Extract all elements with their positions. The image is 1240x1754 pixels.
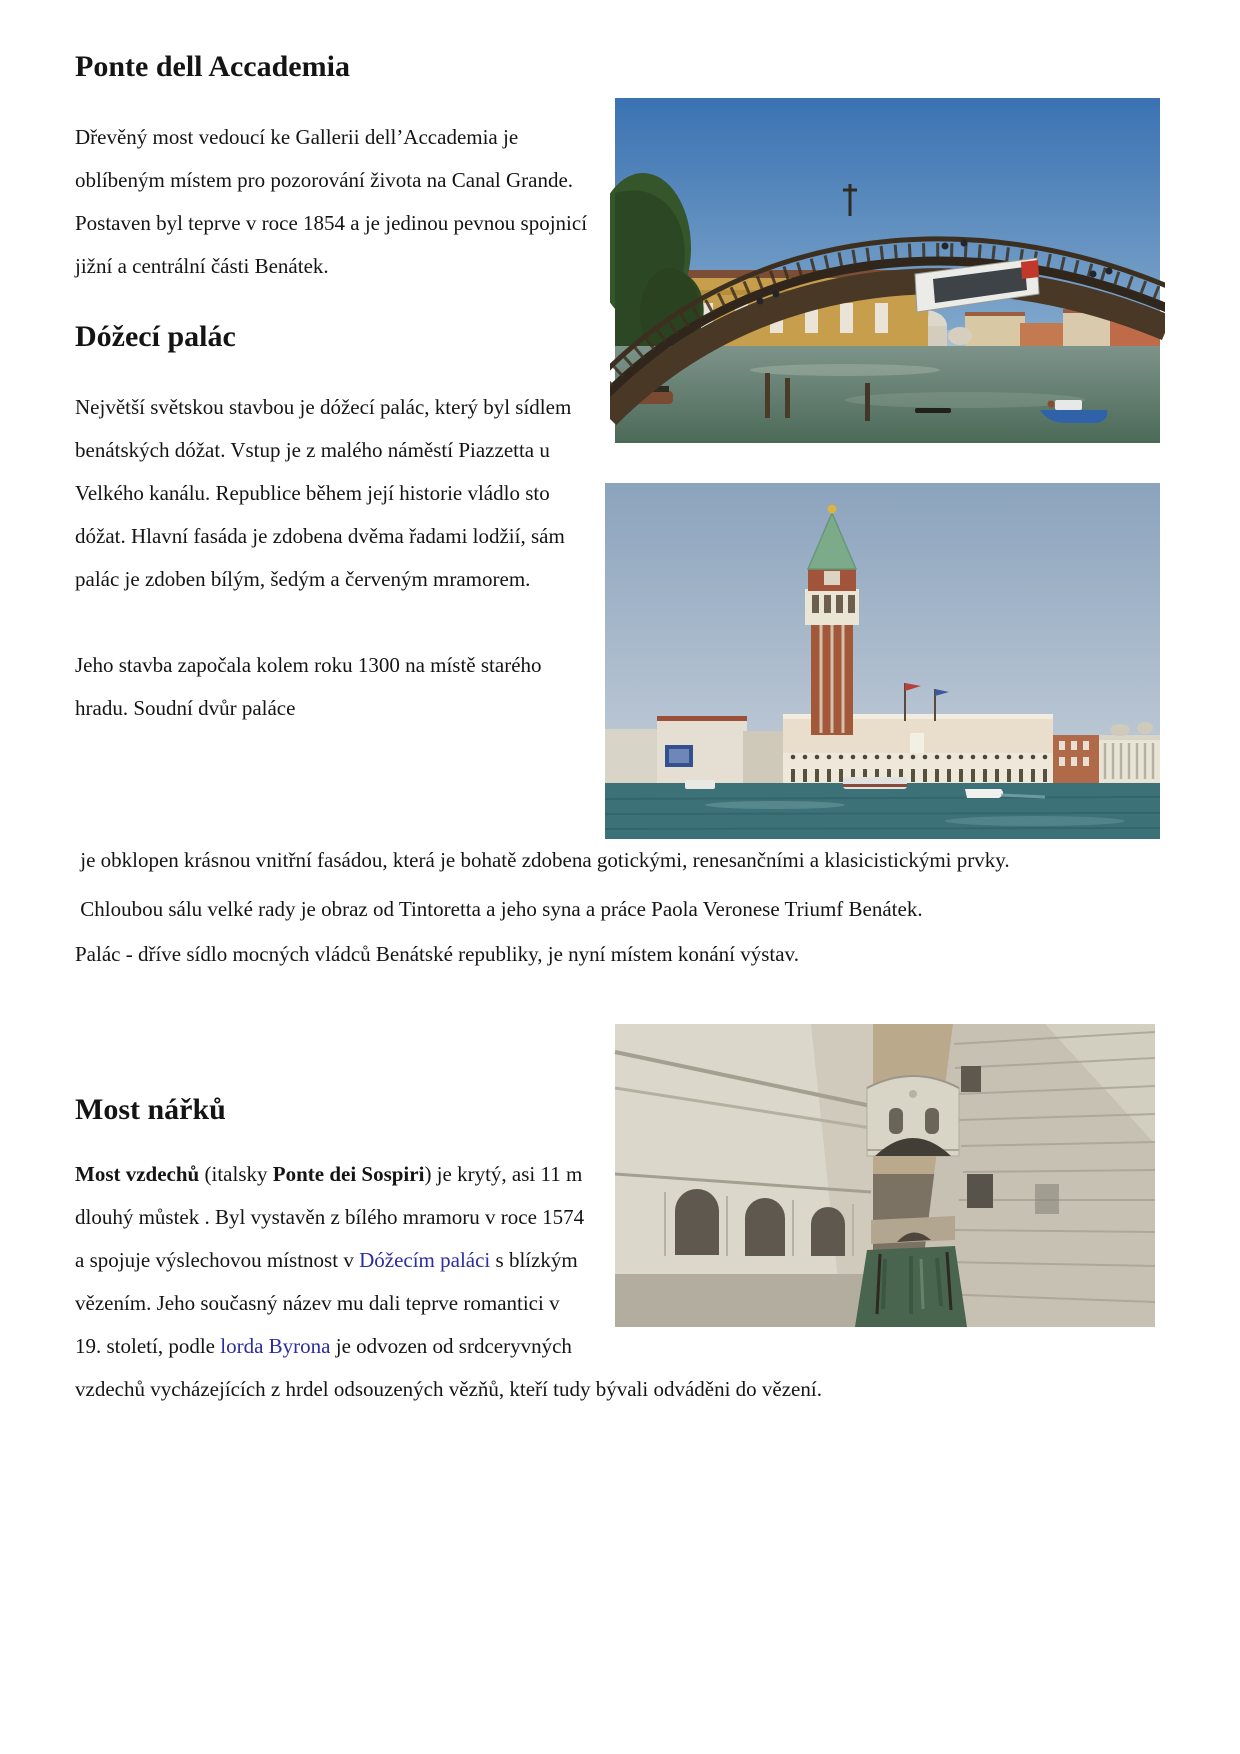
text-run: je odvozen od srdceryvných vzdechů vycházejících z hrdel odsouzených vězňů, kteří tudy bývali odváděni do vězení. bbox=[75, 1334, 822, 1401]
heading-ponte-dell-accademia: Ponte dell Accademia bbox=[75, 50, 350, 83]
link-dozecim-palaci[interactable]: Dóžecím paláci bbox=[359, 1248, 491, 1272]
bold-most-vzdechu: Most vzdechů bbox=[75, 1162, 200, 1186]
heading-most-narku: Most nářků bbox=[75, 1093, 226, 1126]
heading-dozeci-palac: Dóžecí palác bbox=[75, 320, 236, 353]
paragraph-accademia bbox=[75, 116, 1165, 288]
bridge-of-sighs-photo bbox=[605, 1024, 1165, 1327]
text-run: ) je krytý, asi 11 m dlouhý můstek . Byl vystavěn z bílého mramoru v roce 1574 a spojuje výslechovou místnost v bbox=[75, 1162, 585, 1272]
text-run: (italsky bbox=[199, 1162, 273, 1186]
paragraph-accademia-text: Dřevěný most vedoucí ke Gallerii dell’Accademia je oblíbeným místem pro pozorování života na Canal Grande. Postaven byl teprve v roce 1854 a je jedinou pevnou spojnicí jižní a centrální části Benátek. bbox=[75, 125, 588, 278]
left-palace-wall bbox=[615, 1024, 873, 1327]
bold-ponte-dei-sospiri: Ponte dei Sospiri bbox=[272, 1162, 425, 1186]
paragraph-palac-5: Palác - dříve sídlo mocných vládců Benátské republiky, je nyní místem konání výstav. bbox=[75, 942, 799, 966]
brick-building bbox=[1053, 735, 1101, 783]
bridge-of-sighs bbox=[867, 1075, 959, 1156]
paragraph-palac-4: Chloubou sálu velké rady je obraz od Tintoretta a jeho syna a práce Paola Veronese Triumf Benátek. bbox=[75, 897, 923, 921]
water-layer bbox=[605, 783, 1160, 839]
lower-bridge bbox=[871, 1216, 955, 1244]
doge-palace-photo bbox=[600, 483, 1165, 839]
text-run: s blízkým vězením. Jeho současný název mu dali teprve romantici v 19. století, podle bbox=[75, 1248, 578, 1358]
paragraph-palac-2: Jeho stavba započala kolem roku 1300 na místě starého hradu. Soudní dvůr paláce bbox=[75, 653, 542, 720]
paragraph-palac-3: je obklopen krásnou vnitřní fasádou, která je bohatě zdobena gotickými, renesančními a klasicistickými prvky. bbox=[75, 848, 1010, 872]
link-lorda-byrona[interactable]: lorda Byrona bbox=[220, 1334, 331, 1358]
paragraph-palac-1-text: Největší světskou stavbou je dóžecí palác, který byl sídlem benátských dóžat. Vstup je z malého náměstí Piazzetta u Velkého kanálu. Republice během její historie vládlo sto dóžat. Hlavní fasáda je zdobena dvěma řadami lodžií, sám palác je zdoben bílým, šedým a červeným mramorem. bbox=[75, 395, 572, 591]
canal-water bbox=[855, 1246, 967, 1327]
accademia-bridge-photo bbox=[610, 98, 1165, 443]
